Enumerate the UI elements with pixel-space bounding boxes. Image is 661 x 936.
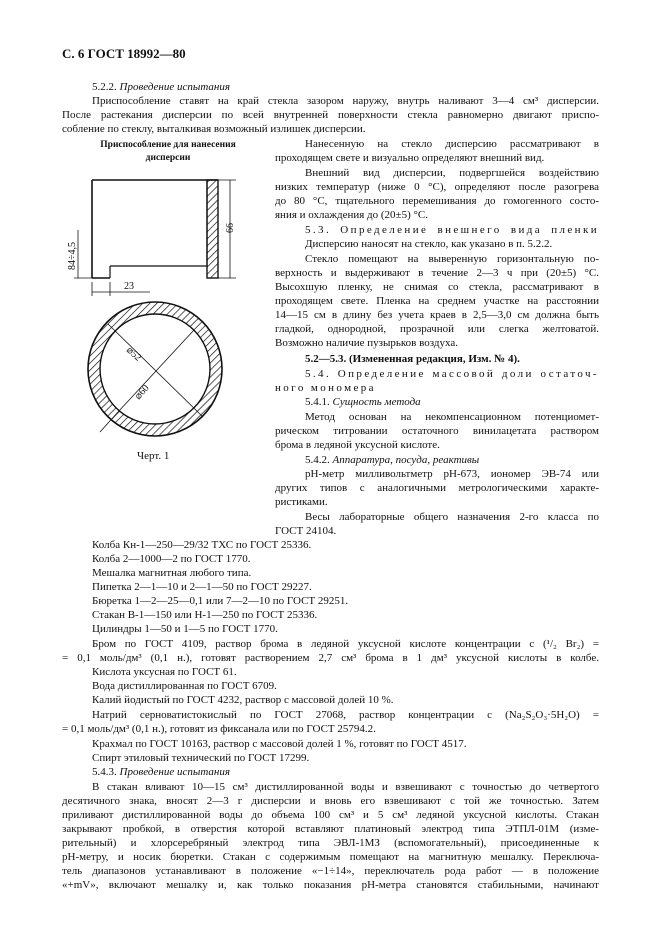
text-line: рическом титровании остаточного винилацетата раствором (275, 425, 599, 437)
text-line: ГОСТ 24104. (275, 525, 337, 537)
text-line: Дисперсию наносят на стекло, как указано в п. 5.2.2. (305, 238, 553, 250)
list-item: Вода дистиллированная по ГОСТ 6709. (92, 680, 277, 692)
amendment-note: 5.2—5.3. (Измененная редакция, Изм. № 4). (305, 353, 520, 365)
section-heading: 5.4.3. Проведение испытания (92, 766, 230, 778)
list-item: Бюретка 1—2—25—0,1 или 7—2—10 по ГОСТ 29251. (92, 595, 349, 607)
text-line: Метод основан на некомпенсационном потенциомет- (305, 411, 599, 423)
text-line: После растекания дисперсии по всей внутренней поверхности стекла равномерно двигают приспо- (62, 109, 599, 121)
text-line: тель диапазонов устанавливают в положение «−1÷14», переключатель рода работ — в положение (62, 865, 599, 877)
top-view (88, 302, 222, 436)
text-line: других типов с аналогичными метрологическими характе- (275, 482, 599, 494)
text-line: pH-метр милливольтметр pH-673, иономер ЭВ-74 или (305, 468, 599, 480)
figure-caption: Черт. 1 (137, 450, 170, 462)
list-item: Кислота уксусная по ГОСТ 61. (92, 666, 237, 678)
text-line: Стекло помещают на выверенную горизонтальную по- (305, 253, 599, 265)
text-line: собление по стеклу, выталкивая возможный излишек дисперсии. (62, 123, 366, 135)
text-line: Весы лабораторные общего назначения 2-го класса по (305, 511, 599, 523)
text-line: «+mV», включают мешалку и, как только показания pH-метра становятся стабильными, начинают (62, 879, 599, 891)
text-line: = 0,1 моль/дм³ (0,1 н.), готовят растворением 2,7 см³ брома в 1 дм³ уксусной кислоты в колбе. (62, 652, 599, 664)
text-line: проходящем свете и визуально определяют внешний вид. (275, 152, 545, 164)
text-line: яния и охлаждения до (20±5) °С. (275, 209, 428, 221)
list-item: Калий йодистый по ГОСТ 4232, раствор с массовой долей 10 %. (92, 694, 394, 706)
dim-height: 66 (225, 223, 236, 233)
text-line: гладкой, однородной, прозрачной или слегка желтоватой. (275, 323, 599, 335)
section-heading: 5.2.2. Проведение испытания (92, 81, 230, 93)
dim-gap: 84÷4,5 (67, 242, 78, 270)
list-item: Пипетка 2—1—10 и 2—1—50 по ГОСТ 29227. (92, 581, 312, 593)
text-line: = 0,1 моль/дм³ (0,1 н.), готовят из фиксанала или по ГОСТ 25794.2. (62, 723, 376, 735)
list-item: Цилиндры 1—50 и 1—5 по ГОСТ 1770. (92, 623, 278, 635)
list-item: Колба 2—1000—2 по ГОСТ 1770. (92, 553, 251, 565)
section-heading: 5.4.2. Аппаратура, посуда, реактивы (305, 454, 480, 466)
list-item: Колба Кн-1—250—29/32 ТХС по ГОСТ 25336. (92, 539, 312, 551)
section-heading: 5.4. Определение массовой доли остаточ- (305, 368, 599, 380)
side-view (74, 180, 236, 296)
text-line: закрывают пробкой, в отверстия которой вставляют платиновый электрод типа ЭТПЛ-01М (изме- (62, 823, 599, 835)
text-line: низких температур (ниже 0 °С), определяют после разогрева (275, 181, 599, 193)
text-line: до 80 °С, тщательного перемешивания до гомогенного состо- (275, 195, 599, 207)
text-line: десятичного знака, вносят 2—3 г дисперсии и вновь его взвешивают с той же точностью. Затем (62, 795, 599, 807)
text-line: Возможно наличие пузырьков воздуха. (275, 337, 458, 349)
figure-title-line: дисперсии (145, 153, 191, 163)
figure-title-line: Приспособление для нанесения (100, 140, 236, 150)
text-line: Приспособление ставят на край стекла зазором наружу, внутрь наливают 3—4 см³ дисперсии. (92, 95, 599, 107)
text-line: Высохшую пленку, не снимая со стекла, рассматривают в (275, 281, 599, 293)
text-line: верхность и выдерживают в течение 2—3 ч при (20±5) °С. (275, 267, 599, 279)
text-line: проходящем свете. Пленка на среднем участке на расстоянии (275, 295, 599, 307)
section-heading: 5.4.1. Сущность метода (305, 396, 421, 408)
text-line: В стакан вливают 10—15 см³ дистиллированной воды и взвешивают с точностью до четвертого (92, 781, 599, 793)
dim-width: 23 (124, 281, 134, 292)
section-heading: 5.3. Определение внешнего вида пленки (305, 224, 599, 236)
section-heading: ного мономера (275, 382, 376, 394)
text-line: 14—15 см в длину без учета краев в 2,5—3,0 см должна быть (275, 309, 599, 321)
text-line: брома в ледяной уксусной кислоте. (275, 439, 440, 451)
text-line: pH-метру, и носик бюретки. Стакан с содержимым помещают на магнитную мешалку. Переключа- (62, 851, 599, 863)
text-line: Натрий серноватистокислый по ГОСТ 27068, раствор концентрации c (Na₂S₂O₃·5H₂O) = (92, 709, 599, 721)
text-line: ристиками. (275, 496, 328, 508)
list-item: Стакан В-1—150 или Н-1—250 по ГОСТ 25336. (92, 609, 318, 621)
text-line: Нанесенную на стекло дисперсию рассматривают в (305, 138, 599, 150)
list-item: Мешалка магнитная любого типа. (92, 567, 252, 579)
text-line: приливают дистиллированной воды до объема 100 см³ и 5 см³ ледяной уксусной кислоты. Стакан (62, 809, 599, 821)
list-item: Спирт этиловый технический по ГОСТ 17299. (92, 752, 310, 764)
dim-inner-diameter: ⌀52 (123, 344, 144, 364)
page-header: С. 6 ГОСТ 18992—80 (62, 46, 186, 61)
list-item: Крахмал по ГОСТ 10163, раствор с массовой долей 1 %, готовят по ГОСТ 4517. (92, 738, 467, 750)
text-line: Внешний вид дисперсии, подвергшейся воздействию (305, 167, 599, 179)
dim-outer-diameter: ⌀60 (132, 382, 152, 403)
text-line: рительный) и хлорсеребряный электрод типа ЭВЛ-1МЗ (вспомогательный), присоединенные к (62, 837, 599, 849)
text-line: Бром по ГОСТ 4109, раствор брома в ледяной уксусной кислоте концентрации c (¹/₂ Br₂) = (92, 638, 599, 650)
